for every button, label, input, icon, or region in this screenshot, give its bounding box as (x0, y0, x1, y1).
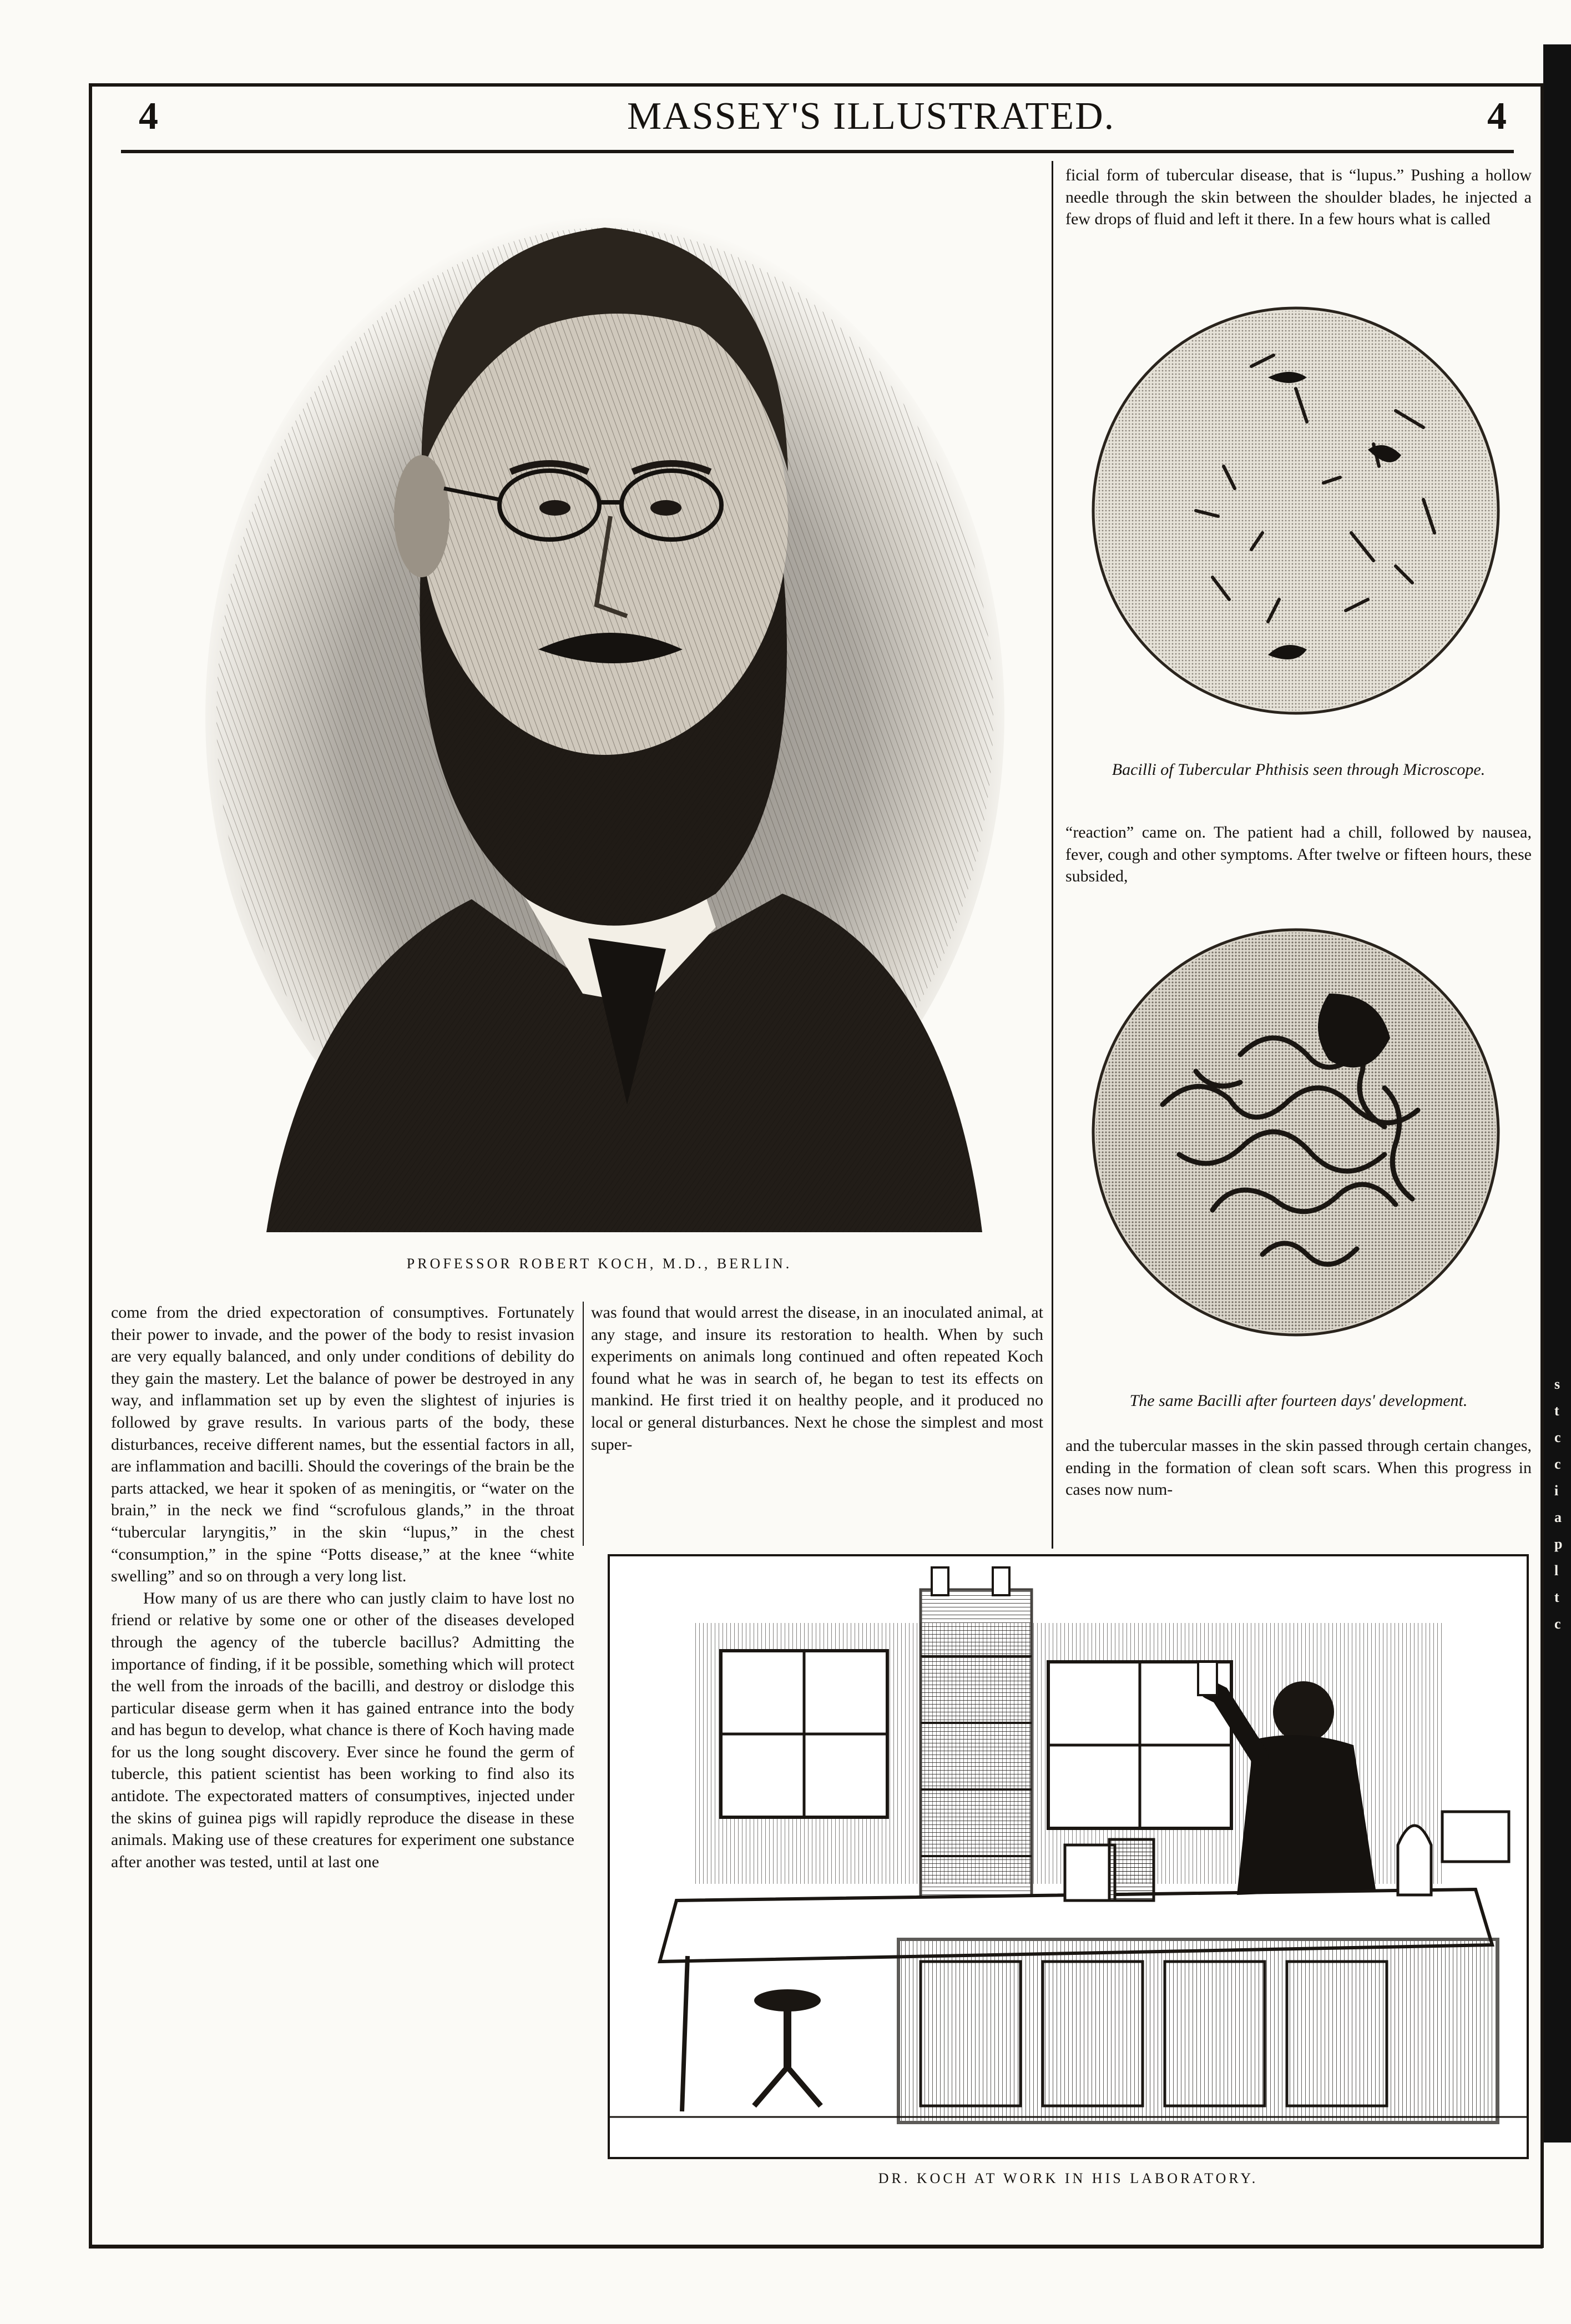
column-divider-middle (583, 1302, 584, 1546)
left-border-rule (89, 83, 92, 2248)
adjacent-page-edge (1543, 44, 1571, 2142)
page-number-right: 4 (1487, 95, 1507, 138)
header-rule (121, 150, 1514, 153)
left-column-text: come from the dried expectoration of consumptives. Fortunately their power to invade, and the power of the body to resist invasion are very equally balanced, and only under conditions of debility do they gain the mastery. Let the balance of power be destroyed in any way, and inflammation set up by even the slightest of injuries is followed by grave results. In various parts of the body, these disturbances, receive different names, but the essential factors in all, are inflammation and bacilli. Should the coverings of the brain be the parts attacked, we hear it spoken of as meningitis, or “water on the brain,” in the neck we find “scrofulous glands,” in the throat “tubercular laryngitis,” in the skin “lupus,” in the chest “consumption,” in the spine “Potts disease,” at the knee “white swelling” and so on through a very long list. How many of us are there who can justly claim to have lost no friend or relative by some one or other of the diseases developed through the agency of the tubercle bacillus? Admitting the importance of finding, if it be possible, something which will protect the well from the inroads of the bacilli, and destroy or dislodge this particular disease germ when it has gained entrance into the body and has begun to develop, what chance is there of Koch having made for us the long sought discovery. Ever since he found the germ of tubercle, this patient scientist has been working to find also its antidote. The expectorated matters of consumptives, injected under the skins of guinea pigs will rapidly reproduce the disease in these animals. Making use of these creatures for experiment one substance after another was tested, until at last one (111, 1303, 574, 1871)
microscope-figure-1 (1085, 300, 1507, 722)
top-border-rule (89, 83, 1543, 87)
right-column-bottom: and the tubercular masses in the skin passed through certain changes, ending in the formation of clean soft scars. When this progress in cases now num- (1065, 1436, 1532, 1499)
microscope-2-caption: The same Bacilli after fourteen days' development. (1129, 1392, 1468, 1410)
adjacent-page-fragment: s t c c i a p l t c (1554, 1376, 1563, 1632)
microscope-1-caption: Bacilli of Tubercular Phthisis seen through Microscope. (1112, 760, 1486, 779)
portrait-icon (183, 161, 1016, 1232)
page-title: MASSEY'S ILLUSTRATED. (627, 95, 1115, 138)
middle-column-text: was found that would arrest the disease, in an inoculated animal, at any stage, and insure its restoration to health. When by such experiments on animals long continued and often repeated Koch found what he was in search of, he began to test its effects on mankind. He first tried it on healthy people, and it produced no local or general disturbances. Next he chose the simplest and most super- (591, 1303, 1043, 1454)
microscope-circle-icon (1085, 921, 1507, 1343)
right-column-mid: “reaction” came on. The patient had a chill, followed by nausea, fever, cough and other symptoms. After twelve or fifteen hours, these subsided, (1065, 823, 1532, 886)
microscope-figure-2 (1085, 921, 1507, 1343)
microscope-circle-icon (1085, 300, 1507, 722)
portrait-caption: PROFESSOR ROBERT KOCH, M.D., BERLIN. (406, 1256, 792, 1272)
column-divider-right (1052, 161, 1053, 1549)
laboratory-engraving (608, 1554, 1529, 2159)
bottom-border-rule (89, 2245, 1543, 2249)
page-number-left: 4 (139, 95, 158, 138)
laboratory-engraving-icon (610, 1556, 1527, 2157)
right-column-top: ficial form of tubercular disease, that is “lupus.” Pushing a hollow needle through the skin between the shoulder blades, he injected a few drops of fluid and left it there. In a few hours what is called (1065, 166, 1532, 229)
portrait-engraving (183, 161, 1016, 1232)
laboratory-caption: DR. KOCH AT WORK IN HIS LABORATORY. (878, 2170, 1259, 2186)
right-border-rule (1540, 83, 1544, 2248)
